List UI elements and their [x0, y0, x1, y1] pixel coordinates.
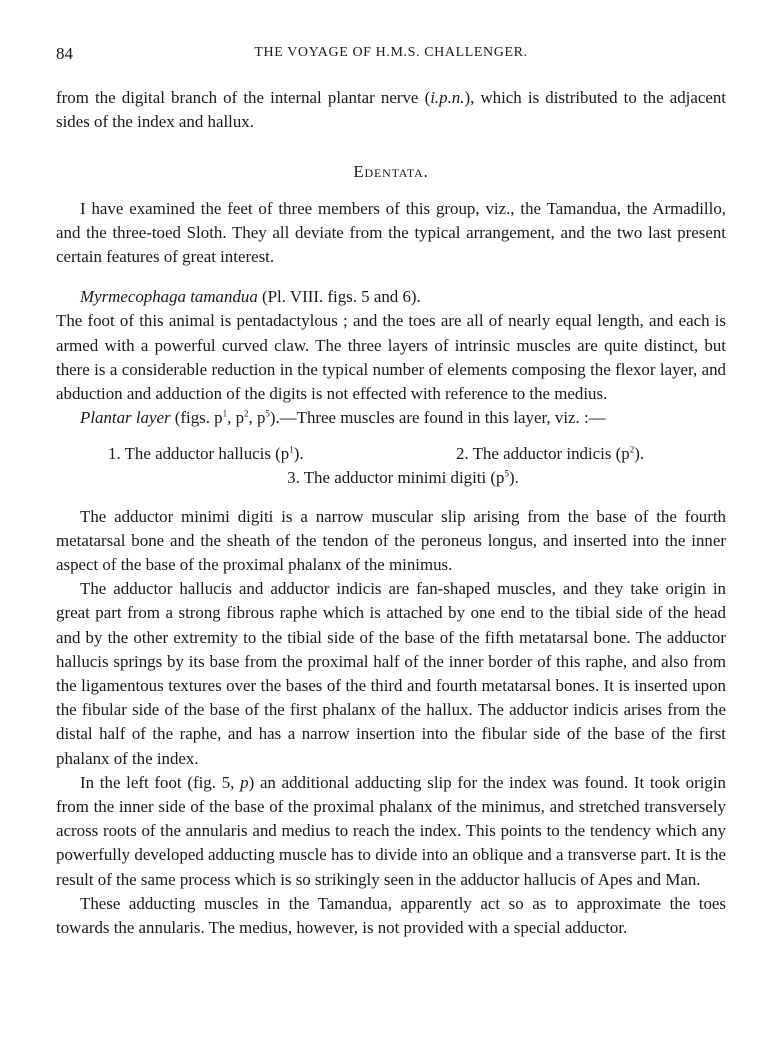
group-paragraph: I have examined the feet of three members of this group, viz., the Tamandua, the Armadillo, and the three-toed Sloth. They all deviate from the typical arrangement, and the two last present certain features of great interest. [56, 198, 726, 267]
text-body [56, 86, 726, 940]
final-paragraph: These adducting muscles in the Tamandua, apparently act so as to approximate the toes towards the annularis. The medius, however, is not provided with a special adductor. [56, 893, 726, 938]
running-title: THE VOYAGE OF H.M.S. CHALLENGER. [254, 45, 528, 60]
list-item-sup: 2 [629, 444, 635, 455]
left-foot-text-end: ) an additional adducting slip for the index was found. It took origin from the inner side of the base of the proximal phalanx of the minimus, and stretched transversely across roots of the annularis and medius to reach the index. This points to the tendency which any powerfully developed adducting muscle has to divide into an oblique and a transverse part. It is the result of the same process which is so strikingly seen in the adductor hallucis of Apes and Man. [56, 772, 726, 889]
muscle-list [56, 442, 726, 490]
list-item [108, 442, 304, 466]
nerve-abbreviation: i.p.n. [430, 88, 465, 107]
left-foot-paragraph [56, 771, 726, 892]
plate-reference: (Pl. VIII. figs. 5 and 6). [257, 287, 421, 307]
list-item-sup: 5 [504, 468, 509, 479]
fig-sup: 5 [265, 408, 270, 419]
hallucis-indicis-paragraph: The adductor hallucis and adductor indicis are fan-shaped muscles, and they take origin in great part from a strong fibrous raphe which is attached by one end to the tibial side of the head and by the other extremity to the tibial side of the base of the fifth metatarsal bone. The adductor hallucis springs by its base from the proximal half of the inner border of this raphe, and also from the ligamentous textures over the bases of the third and fourth metatarsal bones. It is inserted upon the fibular side of the base of the first phalanx of the hallux. The adductor indicis arises from the distal half of the raphe, and has a narrow insertion into the fibular side of the base of the first phalanx of the index. [56, 579, 726, 768]
species-heading [56, 285, 726, 309]
intro-paragraph [56, 86, 726, 134]
list-row [56, 442, 726, 466]
left-foot-text: In the left foot (fig. 5, [80, 772, 241, 792]
list-item-sup: 1 [289, 444, 294, 455]
fig-sup: 1 [222, 408, 228, 419]
list-item-close: ). [634, 444, 645, 464]
section-heading: Edentata. [353, 162, 429, 182]
fig-sup: 2 [244, 408, 249, 419]
page-number: 84 [56, 44, 73, 63]
list-item-close: ). [293, 444, 304, 464]
spacer [56, 269, 726, 285]
plantar-text: ).—Three muscles are found in this layer, viz. :— [269, 408, 606, 428]
list-item-close: ). [509, 468, 519, 488]
minimi-paragraph: The adductor minimi digiti is a narrow muscular slip arising from the base of the fourth metatarsal bone and the sheath of the tendon of the peroneus longus, and inserted into the inner aspect of the base of the proximal phalanx of the minimus. [56, 506, 726, 575]
foot-paragraph: The foot of this animal is pentadactylous ; and the toes are all of nearly equal length, and each is armed with a powerful curved claw. The three layers of intrinsic muscles are quite distinct, but there is a considerable reduction in the typical number of elements composing the flexor layer, and abduction and adduction of the digits is not effected with reference to the medius. [56, 311, 726, 404]
species-name: Myrmecophaga tamandua [80, 287, 258, 307]
intro-text-end: ), which is distributed to the adjacent sides of the index and hallux. [56, 88, 727, 132]
list-item [456, 442, 644, 466]
list-item-text: 3. The adductor minimi digiti (p [287, 468, 505, 488]
list-item-text: 1. The adductor hallucis (p [108, 444, 290, 464]
running-header [56, 44, 726, 68]
fig-ref: (figs. p [170, 408, 223, 428]
left-foot-italic: p [240, 772, 249, 792]
fig-sep: , p [248, 408, 266, 428]
intro-text: from the digital branch of the internal plantar nerve ( [56, 88, 431, 107]
fig-sep: , p [227, 408, 245, 428]
list-item [56, 466, 726, 490]
list-item-text: 2. The adductor indicis (p [456, 444, 630, 464]
plantar-label: Plantar layer [80, 408, 171, 428]
plantar-layer-paragraph [56, 406, 726, 430]
